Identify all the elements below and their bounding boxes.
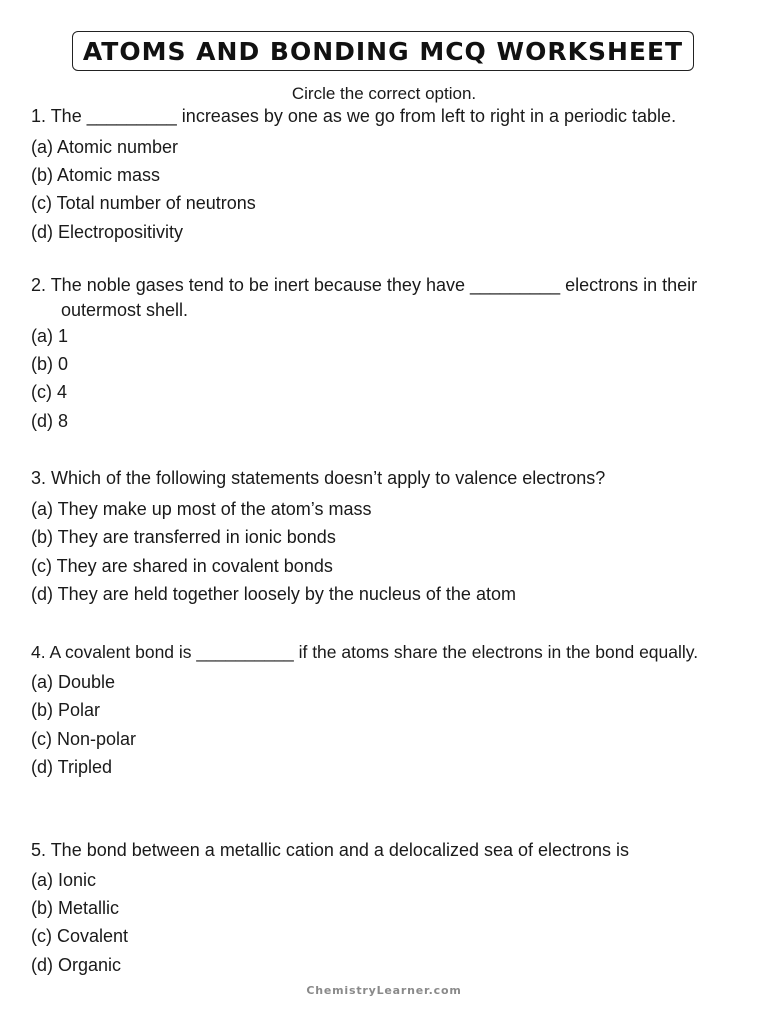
question-3-option-b[interactable]: (b) They are transferred in ionic bonds: [31, 527, 336, 547]
worksheet-title: ATOMS AND BONDING MCQ WORKSHEET: [82, 36, 684, 66]
question-1-option-b[interactable]: (b) Atomic mass: [31, 165, 161, 185]
instruction-text: Circle the correct option.: [291, 84, 477, 103]
question-3-stem: 3. Which of the following statements doesn’t apply to valence electrons?: [31, 468, 606, 488]
question-1-option-a[interactable]: (a) Atomic number: [31, 137, 179, 157]
question-3-option-d[interactable]: (d) They are held together loosely by the nucleus of the atom: [31, 584, 516, 604]
question-4-stem: 4. A covalent bond is __________ if the atoms share the electrons in the bond equally.: [31, 642, 699, 662]
question-2-option-a[interactable]: (a) 1: [31, 326, 69, 346]
question-5-option-c[interactable]: (c) Covalent: [31, 926, 129, 946]
question-5-stem: 5. The bond between a metallic cation and a delocalized sea of electrons is: [31, 840, 630, 860]
question-2-option-b[interactable]: (b) 0: [31, 354, 69, 374]
footer-source-credit: ChemistryLearner.com: [306, 984, 462, 997]
question-1-option-c[interactable]: (c) Total number of neutrons: [31, 193, 256, 213]
question-5-option-d[interactable]: (d) Organic: [31, 955, 122, 975]
question-3-option-a[interactable]: (a) They make up most of the atom’s mass: [31, 499, 372, 519]
question-3-option-c[interactable]: (c) They are shared in covalent bonds: [31, 556, 333, 576]
question-2-stem: 2. The noble gases tend to be inert because they have _________ electrons in their: [31, 275, 698, 295]
worksheet-title-box: [72, 31, 694, 71]
question-5-option-b[interactable]: (b) Metallic: [31, 898, 120, 918]
question-1-stem: 1. The _________ increases by one as we go from left to right in a periodic table.: [31, 106, 677, 126]
question-4-option-b[interactable]: (b) Polar: [31, 700, 101, 720]
question-2-option-d[interactable]: (d) 8: [31, 411, 69, 431]
question-1-option-d[interactable]: (d) Electropositivity: [31, 222, 184, 242]
question-2-option-c[interactable]: (c) 4: [31, 382, 67, 402]
question-4-option-a[interactable]: (a) Double: [31, 672, 116, 692]
question-4-option-d[interactable]: (d) Tripled: [31, 757, 113, 777]
question-5-option-a[interactable]: (a) Ionic: [31, 870, 97, 890]
question-4-option-c[interactable]: (c) Non-polar: [31, 729, 137, 749]
question-2-stem-continuation: outermost shell.: [61, 300, 189, 320]
